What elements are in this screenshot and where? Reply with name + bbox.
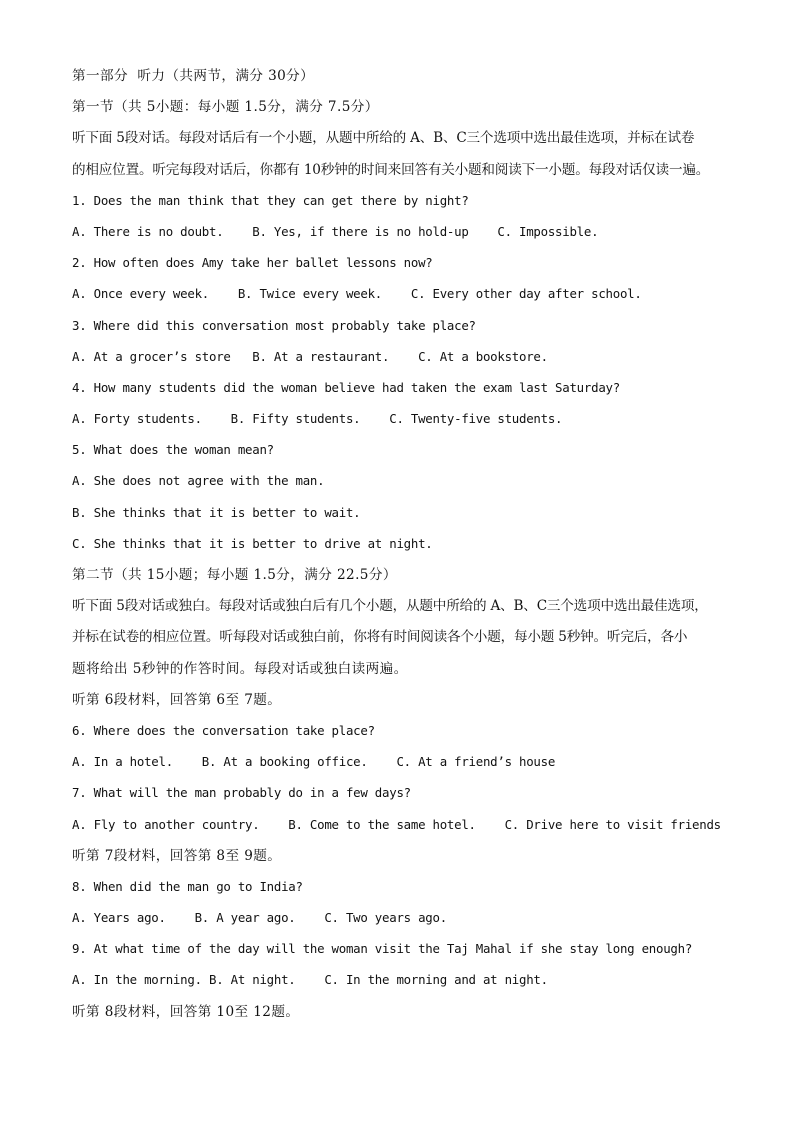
question-1-options: A. There is no doubt. B. Yes, if there is no hold-up C. Impossible. — [72, 223, 599, 239]
section-1-instructions-line-2: 的相应位置。听完每段对话后，你都有 10秒钟的时间来回答有关小题和阅读下一小题。每段对话仅读一遍。 — [72, 161, 710, 178]
question-8: 8. When did the man go to India? — [72, 878, 303, 894]
material-6-heading: 听第 6段材料，回答第 6至 7题。 — [72, 691, 282, 708]
material-7-heading: 听第 7段材料，回答第 8至 9题。 — [72, 847, 282, 864]
section-2-instructions-line-1: 听下面 5段对话或独白。每段对话或独白后有几个小题，从题中所给的 A、B、C三个选项中选出最佳选项， — [72, 598, 708, 615]
part-title: 第一部分 听力（共两节，满分 30分） — [72, 68, 315, 84]
question-2-options: A. Once every week. B. Twice every week. C. Every other day after school. — [72, 286, 642, 302]
section-2-instructions-line-3: 题将给出 5秒钟的作答时间。每段对话或独白读两遍。 — [72, 660, 408, 677]
section-2-instructions-line-2: 并标在试卷的相应位置。听每段对话或独白前，你将有时间阅读各个小题，每小题 5秒钟。听完后，各小 — [72, 629, 688, 646]
question-5-option-c: C. She thinks that it is better to drive at night. — [72, 535, 433, 551]
question-8-options: A. Years ago. B. A year ago. C. Two years ago. — [72, 910, 447, 926]
exam-page — [72, 63, 752, 1030]
question-6: 6. Where does the conversation take place? — [72, 722, 375, 738]
question-4: 4. How many students did the woman believe had taken the exam last Saturday? — [72, 379, 620, 395]
question-9: 9. At what time of the day will the woman visit the Taj Mahal if she stay long enough? — [72, 941, 693, 957]
question-3: 3. Where did this conversation most probably take place? — [72, 317, 476, 333]
question-9-options: A. In the morning. B. At night. C. In the morning and at night. — [72, 972, 548, 988]
question-7-options: A. Fly to another country. B. Come to the same hotel. C. Drive here to visit friends — [72, 816, 721, 832]
question-5: 5. What does the woman mean? — [72, 442, 274, 458]
section-1-title: 第一节（共 5小题：每小题 1.5分，满分 7.5分） — [72, 99, 379, 116]
question-1: 1. Does the man think that they can get there by night? — [72, 192, 469, 208]
material-8-heading: 听第 8段材料，回答第 10至 12题。 — [72, 1003, 300, 1020]
question-5-option-a: A. She does not agree with the man. — [72, 473, 325, 489]
section-2-title: 第二节（共 15小题；每小题 1.5分，满分 22.5分） — [72, 567, 397, 583]
question-7: 7. What will the man probably do in a few days? — [72, 785, 411, 801]
question-4-options: A. Forty students. B. Fifty students. C. Twenty-five students. — [72, 411, 563, 427]
question-6-options: A. In a hotel. B. At a booking office. C. At a friend’s house — [72, 754, 556, 770]
section-1-instructions-line-1: 听下面 5段对话。每段对话后有一个小题，从题中所给的 A、B、C三个选项中选出最佳选项，并标在试卷 — [72, 130, 695, 147]
question-2: 2. How often does Amy take her ballet lessons now? — [72, 255, 433, 271]
question-3-options: A. At a grocer’s store B. At a restaurant. C. At a bookstore. — [72, 348, 548, 364]
question-5-option-b: B. She thinks that it is better to wait. — [72, 504, 361, 520]
